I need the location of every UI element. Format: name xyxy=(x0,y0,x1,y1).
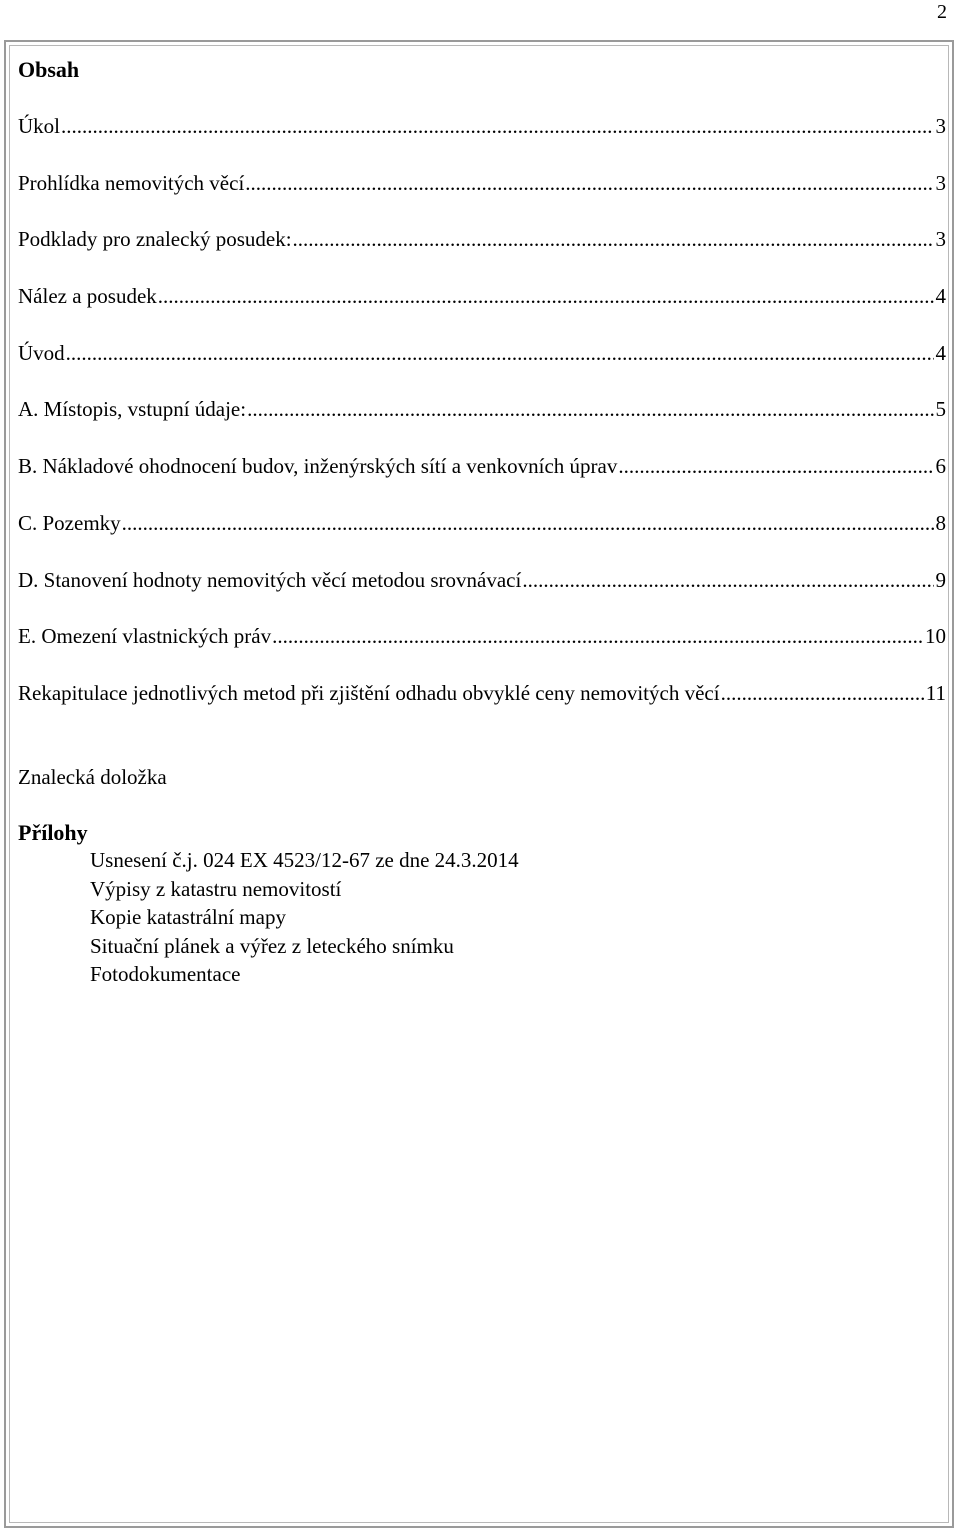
toc-entry-title: Rekapitulace jednotlivých metod při zjištění odhadu obvyklé ceny nemovitých věcí xyxy=(18,680,720,705)
toc-entry-page: 5 xyxy=(935,397,946,422)
toc-entry-title: Podklady pro znalecký posudek: xyxy=(18,227,292,252)
toc-dot-leader xyxy=(66,338,934,368)
toc-dot-leader xyxy=(293,224,934,254)
prilohy-item: Usnesení č.j. 024 EX 4523/12-67 ze dne 24.3.2014 xyxy=(90,848,519,872)
toc-dot-leader xyxy=(618,451,933,481)
toc-entry-title: Úkol xyxy=(18,114,60,138)
toc-dot-leader xyxy=(721,678,924,708)
toc-entry-title: Prohlídka nemovitých věcí xyxy=(18,170,245,195)
toc-entry-title: D. Stanovení hodnoty nemovitých věcí metodou srovnávací xyxy=(18,567,522,592)
toc-entry-title: B. Nákladové ohodnocení budov, inženýrských sítí a venkovních úprav xyxy=(18,454,618,479)
toc-heading: Obsah xyxy=(18,57,80,82)
toc-entry-page: 8 xyxy=(935,510,946,535)
toc-entry-title: Úvod xyxy=(18,340,65,365)
toc-entry-page: 4 xyxy=(935,284,946,309)
toc-dot-leader xyxy=(61,111,934,141)
toc-dot-leader xyxy=(522,565,933,595)
toc-entry[interactable] xyxy=(18,394,946,451)
toc-entry-page: 3 xyxy=(935,227,946,252)
toc-entry-page: 11 xyxy=(925,680,946,705)
prilohy-item: Výpisy z katastru nemovitostí xyxy=(90,876,342,901)
toc-entry-title: Nález a posudek xyxy=(18,284,157,309)
toc-dot-leader xyxy=(272,621,923,651)
znalecka-dolozka-label: Znalecká doložka xyxy=(18,765,167,789)
toc-entry-page: 4 xyxy=(935,340,946,365)
toc-entry[interactable] xyxy=(18,678,946,735)
prilohy-item: Fotodokumentace xyxy=(90,962,241,986)
toc-entry[interactable] xyxy=(18,451,946,508)
toc-dot-leader xyxy=(158,281,934,311)
toc-list xyxy=(18,111,946,735)
toc-entry-page: 3 xyxy=(935,114,946,138)
toc-entry[interactable] xyxy=(18,168,946,225)
toc-entry[interactable] xyxy=(18,111,946,168)
toc-dot-leader xyxy=(245,168,933,198)
toc-entry-title: C. Pozemky xyxy=(18,510,121,535)
prilohy-heading: Přílohy xyxy=(18,820,88,845)
toc-entry[interactable] xyxy=(18,224,946,281)
prilohy-item: Situační plánek a výřez z leteckého snímku xyxy=(90,933,454,958)
toc-entry-page: 3 xyxy=(935,170,946,195)
toc-entry[interactable] xyxy=(18,338,946,395)
prilohy-item: Kopie katastrální mapy xyxy=(90,905,286,929)
toc-entry-title: A. Místopis, vstupní údaje: xyxy=(18,397,247,422)
toc-dot-leader xyxy=(247,394,933,424)
toc-dot-leader xyxy=(122,508,934,538)
toc-entry[interactable] xyxy=(18,621,946,678)
toc-entry-page: 9 xyxy=(935,567,946,592)
toc-entry[interactable] xyxy=(18,565,946,622)
toc-entry[interactable] xyxy=(18,508,946,565)
page-number: 2 xyxy=(937,1,947,23)
toc-entry[interactable] xyxy=(18,281,946,338)
prilohy-list xyxy=(90,846,519,989)
toc-entry-title: E. Omezení vlastnických práv xyxy=(18,624,272,649)
toc-entry-page: 6 xyxy=(935,454,946,479)
toc-entry-page: 10 xyxy=(925,624,946,649)
